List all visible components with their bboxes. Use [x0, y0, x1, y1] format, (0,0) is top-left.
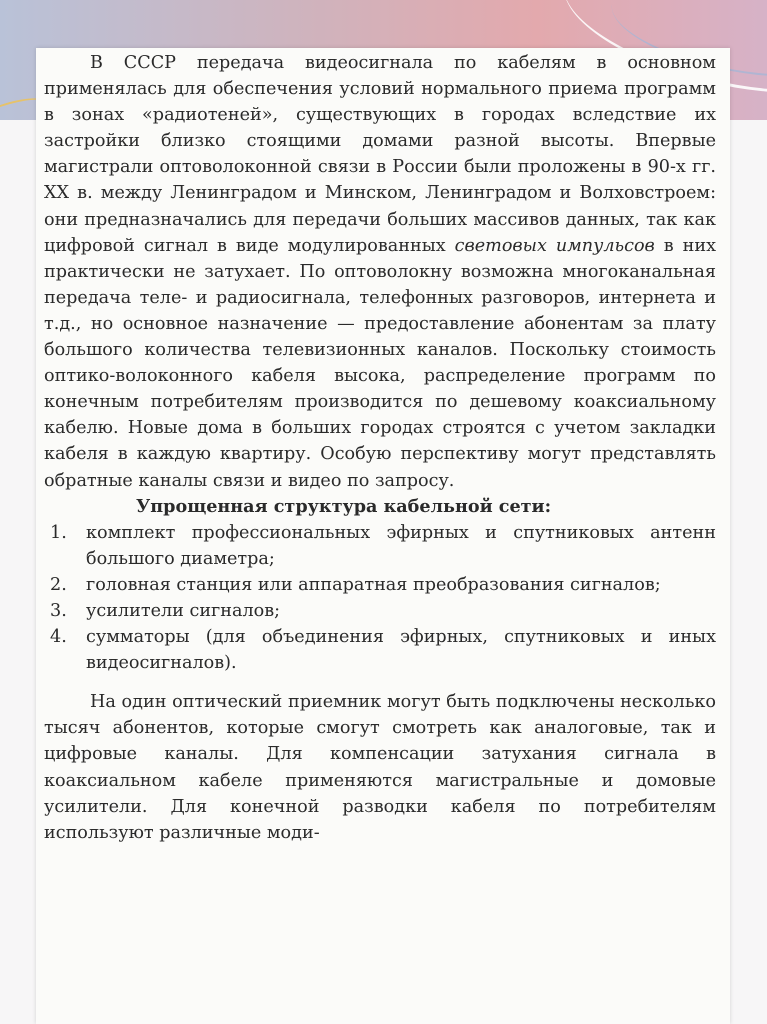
structure-title: Упрощенная структура кабельной сети: [136, 495, 552, 517]
list-item-text: головная станция или аппаратная преобразования сигналов; [86, 574, 661, 595]
list-item [44, 624, 716, 676]
list-item [44, 598, 716, 624]
paragraph-receiver: На один оптический приемник могут быть подключены несколько тысяч абонентов, которые смогут смотреть как аналоговые, так и цифровые каналы. Для компенсации затухания сигнала в коаксиальном кабеле применяются магистральные и домовые усилители. Для конечной разводки кабеля по потребителям используют различные моди- [44, 692, 716, 843]
list-item [44, 520, 716, 572]
structure-list [44, 520, 716, 677]
list-item-text: комплект профессиональных эфирных и спутниковых антенн большого диаметра; [86, 522, 716, 569]
page-text [44, 50, 716, 846]
paragraph-intro [44, 50, 716, 494]
list-item-number: 4. [50, 627, 67, 648]
list-item-text: усилители сигналов; [86, 600, 281, 621]
list-item [44, 572, 716, 598]
list-item-text: сумматоры (для объединения эфирных, спутниковых и иных видеосигналов). [86, 627, 716, 674]
paragraph-intro-part2: в них практически не затухает. По оптоволокну возможна многоканальная передача теле- и радиосигнала, телефонных разговоров, интернета и т.д., но основное назначение — предоставление абонентам за плату большого количества телевизионных каналов. Поскольку стоимость оптико-волоконного кабеля высока, распределение программ по конечным потребителям производится по дешевому коаксиальному кабелю. Новые дома в больших городах строятся с учетом закладки кабеля в каждую квартиру. Особую перспективу могут представлять обратные каналы связи и видео по запросу. [44, 235, 716, 491]
paragraph-intro-italic: световых импульсов [454, 235, 655, 256]
list-item-number: 2. [50, 574, 67, 595]
scanned-page [36, 48, 730, 1024]
paragraph-intro-part1: В СССР передача видеосигнала по кабелям в основном применялась для обеспечения условий нормального приема программ в зонах «радиотеней», существующих в городах вследствие их застройки близко стоящими домами разной высоты. Впервые магистрали оптоволоконной связи в России были проложены в 90-х гг. XX в. между Ленинградом и Минском, Ленинградом и Волховстроем: они предназначались для передачи больших массивов данных, так как цифровой сигнал в виде модулированных [44, 53, 716, 256]
list-item-number: 3. [50, 600, 67, 621]
list-item-number: 1. [50, 522, 67, 543]
